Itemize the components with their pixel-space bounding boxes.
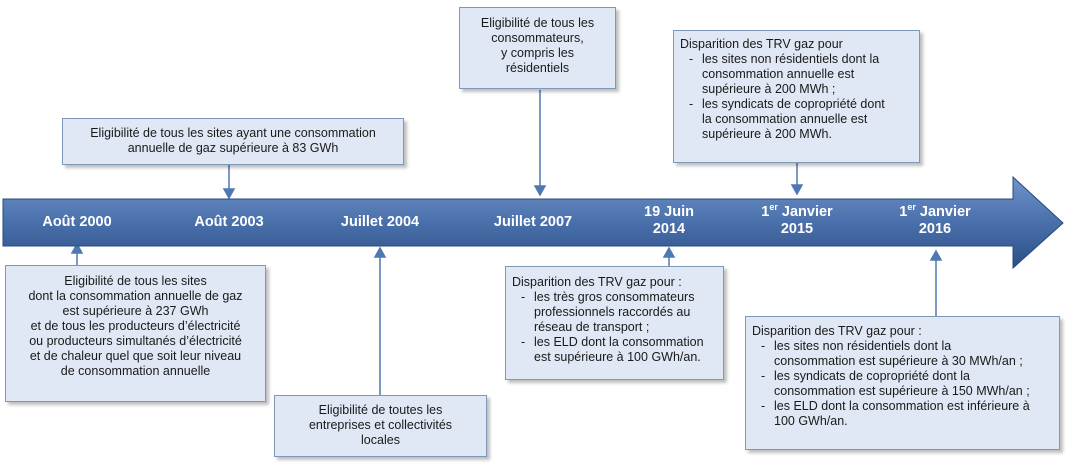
connector-arrowhead-juillet-2007 — [535, 186, 545, 195]
box-line: y compris les — [501, 46, 574, 60]
box-list — [752, 339, 1053, 429]
box-line: et de chaleur quel que soit leur niveau — [29, 349, 242, 363]
date-juillet-2007: Juillet 2007 — [493, 214, 573, 230]
date-line-1: 1er Janvier — [899, 202, 971, 220]
box-line: annuelle de gaz supérieure à 83 GWh — [127, 141, 339, 155]
date-juillet-2004: Juillet 2004 — [340, 214, 420, 230]
box-list — [680, 52, 913, 142]
date-line-2: 2015 — [780, 221, 814, 237]
list-item: - les sites non résidentiels dont la consommation est supérieure à 30 MWh/an ; — [752, 339, 1053, 369]
box-line: consommateurs, — [491, 31, 584, 45]
date-1er-janvier-2016 — [899, 204, 970, 238]
box-juillet-2004 — [274, 395, 487, 457]
date-line-2: 2016 — [918, 221, 952, 237]
box-aout-2003 — [62, 118, 404, 165]
box-line: ou producteurs simultanés d’électricité — [29, 334, 242, 348]
date-line-2: 2014 — [652, 221, 686, 237]
box-janvier-2016 — [745, 316, 1060, 450]
list-item: - les ELD dont la consommation est inférieure à 100 GWh/an. — [752, 399, 1053, 429]
box-line: locales — [361, 433, 400, 447]
box-line: Eligibilité de toutes les — [318, 403, 443, 417]
connector-arrowhead-janvier-2015 — [792, 185, 802, 194]
list-item: - les ELD dont la consommation est supérieure à 100 GWh/an. — [512, 335, 717, 365]
box-line: Eligibilité de tous les sites — [64, 274, 207, 288]
box-aout-2000 — [5, 265, 266, 402]
list-item: - les syndicats de copropriété dont la consommation annuelle est supérieure à 200 MWh. — [680, 97, 913, 142]
box-line: Eligibilité de tous les — [480, 16, 595, 30]
box-janvier-2015 — [673, 30, 920, 163]
box-line: Eligibilité de tous les sites ayant une consommation — [90, 126, 376, 140]
box-title: Disparition des TRV gaz pour : — [512, 275, 682, 289]
list-item: - les syndicats de copropriété dont la consommation est supérieure à 150 MWh/an ; — [752, 369, 1053, 399]
box-juin-2014 — [505, 266, 724, 380]
box-line: résidentiels — [505, 61, 570, 75]
list-item: - les très gros consommateurs professionnels raccordés au réseau de transport ; — [512, 290, 717, 335]
date-line-1: 19 Juin — [644, 204, 694, 220]
box-line: est supérieure à 237 GWh — [62, 304, 209, 318]
list-item: - les sites non résidentiels dont la consommation annuelle est supérieure à 200 MWh ; — [680, 52, 913, 97]
connector-arrowhead-juillet-2004 — [375, 248, 385, 257]
box-line: dont la consommation annuelle de gaz — [28, 289, 243, 303]
date-line-1: 1er Janvier — [761, 202, 833, 220]
box-title: Disparition des TRV gaz pour : — [752, 324, 922, 338]
date-aout-2003: Août 2003 — [194, 214, 264, 230]
box-title: Disparition des TRV gaz pour — [680, 37, 843, 51]
box-juillet-2007 — [459, 7, 616, 89]
connector-arrowhead-aout-2003 — [224, 189, 234, 198]
box-list — [512, 290, 717, 365]
connector-arrowhead-juin-2014 — [664, 248, 674, 257]
date-19-juin-2014 — [644, 204, 694, 238]
box-line: entreprises et collectivités — [308, 418, 453, 432]
date-aout-2000: Août 2000 — [42, 214, 112, 230]
box-line: et de tous les producteurs d’électricité — [30, 319, 241, 333]
date-1er-janvier-2015 — [761, 204, 832, 238]
box-line: de consommation annuelle — [60, 364, 211, 378]
connector-arrowhead-janvier-2016 — [931, 251, 941, 260]
